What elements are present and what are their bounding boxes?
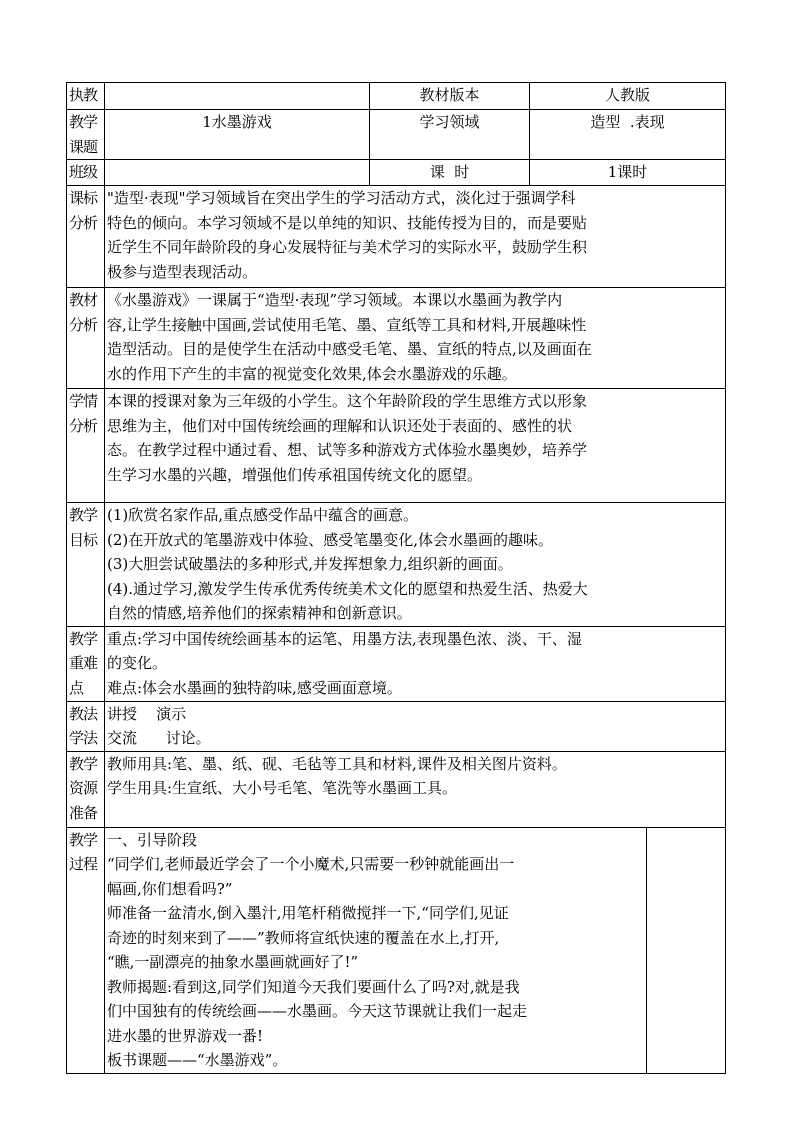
- topic-value: 1水墨游戏: [105, 110, 370, 160]
- domain-label: 学习领域: [370, 110, 530, 160]
- edition-value: 人教版: [530, 83, 726, 110]
- objectives-text: (1)欣赏名家作品,重点感受作品中蕴含的画意。 (2)在开放式的笔墨游戏中体验、感受笔墨变化,体会水墨画的趣味。 (3)大胆尝试破墨法的多种形式,并发挥想象力,组织新的画面。 (4).通过学习,激发学生传承优秀传统美术文化的愿望和热爱生活、热爱大 自然的情感,培养他们的探索精神和创新意识。: [105, 503, 726, 627]
- topic-row: [67, 110, 726, 160]
- process-row: [67, 827, 726, 1073]
- objectives-label: 教学 目标: [67, 503, 105, 627]
- process-text: 一、引导阶段 “同学们,老师最近学会了一个小魔术,只需要一秒钟就能画出一 幅画,你们想看吗?” 师准备一盆清水,倒入墨汁,用笔杆稍微搅拌一下,“同学们,见证 奇迹的时刻来到了——”教师将宣纸快速的覆盖在水上,打开, “瞧,一副漂亮的抽象水墨画就画好了!” 教师揭题:看到这,同学们知道今天我们要画什么了吗?对,就是我 们中国独有的传统绘画——水墨画。今天这节课就让我们一起走 进水墨的世界游戏一番! 板书课题——“水墨游戏”。: [105, 827, 647, 1073]
- textbook-label: 教材 分析: [67, 288, 105, 389]
- curriculum-row: [67, 186, 726, 288]
- header-row: [67, 83, 726, 110]
- textbook-text: 《水墨游戏》一课属于“造型·表现”学习领域。本课以水墨画为教学内 容,让学生接触中国画,尝试使用毛笔、墨、宣纸等工具和材料,开展趣味性 造型活动。目的是使学生在活动中感受毛笔、墨、宣纸的特点,以及画面在 水的作用下产生的丰富的视觉变化效果,体会水墨游戏的乐趣。: [105, 288, 726, 389]
- keypoints-text: 重点:学习中国传统绘画基本的运笔、用墨方法,表现墨色浓、淡、干、湿 的变化。 难点:体会水墨画的独特韵味,感受画面意境。: [105, 626, 726, 701]
- methods-label: 教法 学法: [67, 701, 105, 751]
- curriculum-text: "造型·表现"学习领域旨在突出学生的学习活动方式，淡化过于强调学科 特色的倾向。本学习领域不是以单纯的知识、技能传授为目的，而是要贴 近学生不同年龄阶段的身心发展特征与美术学习的实际水平，鼓励学生积 极参与造型表现活动。: [105, 186, 726, 288]
- process-label: 教学 过程: [67, 827, 105, 1073]
- class-label: 班级: [67, 160, 105, 186]
- process-notes-column: [647, 827, 726, 1073]
- textbook-row: [67, 288, 726, 389]
- hours-value: 1课时: [530, 160, 726, 186]
- objectives-row: [67, 503, 726, 627]
- students-text: 本课的授课对象为三年级的小学生。这个年龄阶段的学生思维方式以形象 思维为主，他们对中国传统绘画的理解和认识还处于表面的、感性的状 态。在教学过程中通过看、想、试等多种游戏方式体验水墨奥妙，培养学 生学习水墨的兴趣，增强他们传承祖国传统文化的愿望。: [105, 389, 726, 503]
- teacher-label: 执教: [67, 83, 105, 110]
- resources-label: 教学 资源 准备: [67, 751, 105, 827]
- students-label: 学情 分析: [67, 389, 105, 503]
- topic-label: 教学 课题: [67, 110, 105, 160]
- lesson-plan-table: [66, 82, 726, 1074]
- curriculum-label: 课标 分析: [67, 186, 105, 288]
- hours-label: 课 时: [370, 160, 530, 186]
- students-row: [67, 389, 726, 503]
- keypoints-row: [67, 626, 726, 701]
- methods-row: [67, 701, 726, 751]
- edition-label: 教材版本: [370, 83, 530, 110]
- resources-text: 教师用具:笔、墨、纸、砚、毛毡等工具和材料,课件及相关图片资料。 学生用具:生宣纸、大小号毛笔、笔洗等水墨画工具。: [105, 751, 726, 827]
- methods-text: 讲授 演示 交流 讨论。: [105, 701, 726, 751]
- teacher-value: [105, 83, 370, 110]
- resources-row: [67, 751, 726, 827]
- class-value: [105, 160, 370, 186]
- domain-value: 造型 .表现: [530, 110, 726, 160]
- keypoints-label: 教学 重难 点: [67, 626, 105, 701]
- class-row: [67, 160, 726, 186]
